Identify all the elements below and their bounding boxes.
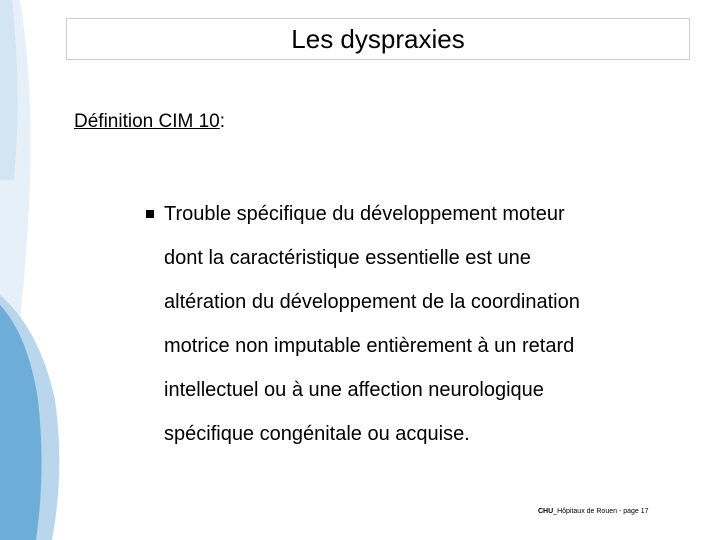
bullet-line: spécifique congénitale ou acquise. bbox=[164, 423, 470, 445]
page-title: Les dyspraxies bbox=[291, 24, 465, 54]
square-bullet-icon bbox=[146, 210, 154, 218]
bullet-text bbox=[164, 203, 580, 467]
bullet-line: altération du développement de la coordination bbox=[164, 291, 580, 313]
definition-colon: : bbox=[219, 111, 226, 132]
footer-org: CHU bbox=[538, 508, 554, 515]
definition-heading bbox=[74, 110, 225, 134]
definition-label: Définition CIM 10 bbox=[74, 111, 220, 132]
bullet-line: Trouble spécifique du développement moteur bbox=[164, 203, 565, 225]
bullet-line: intellectuel ou à une affection neurologique bbox=[164, 379, 544, 401]
bullet-line: dont la caractéristique essentielle est une bbox=[164, 247, 531, 269]
footer-page: _Hôpitaux de Rouen - page 17 bbox=[553, 508, 649, 515]
bullet-line: motrice non imputable entièrement à un retard bbox=[164, 335, 575, 357]
title-box bbox=[66, 18, 690, 60]
footer-credit bbox=[538, 507, 649, 516]
